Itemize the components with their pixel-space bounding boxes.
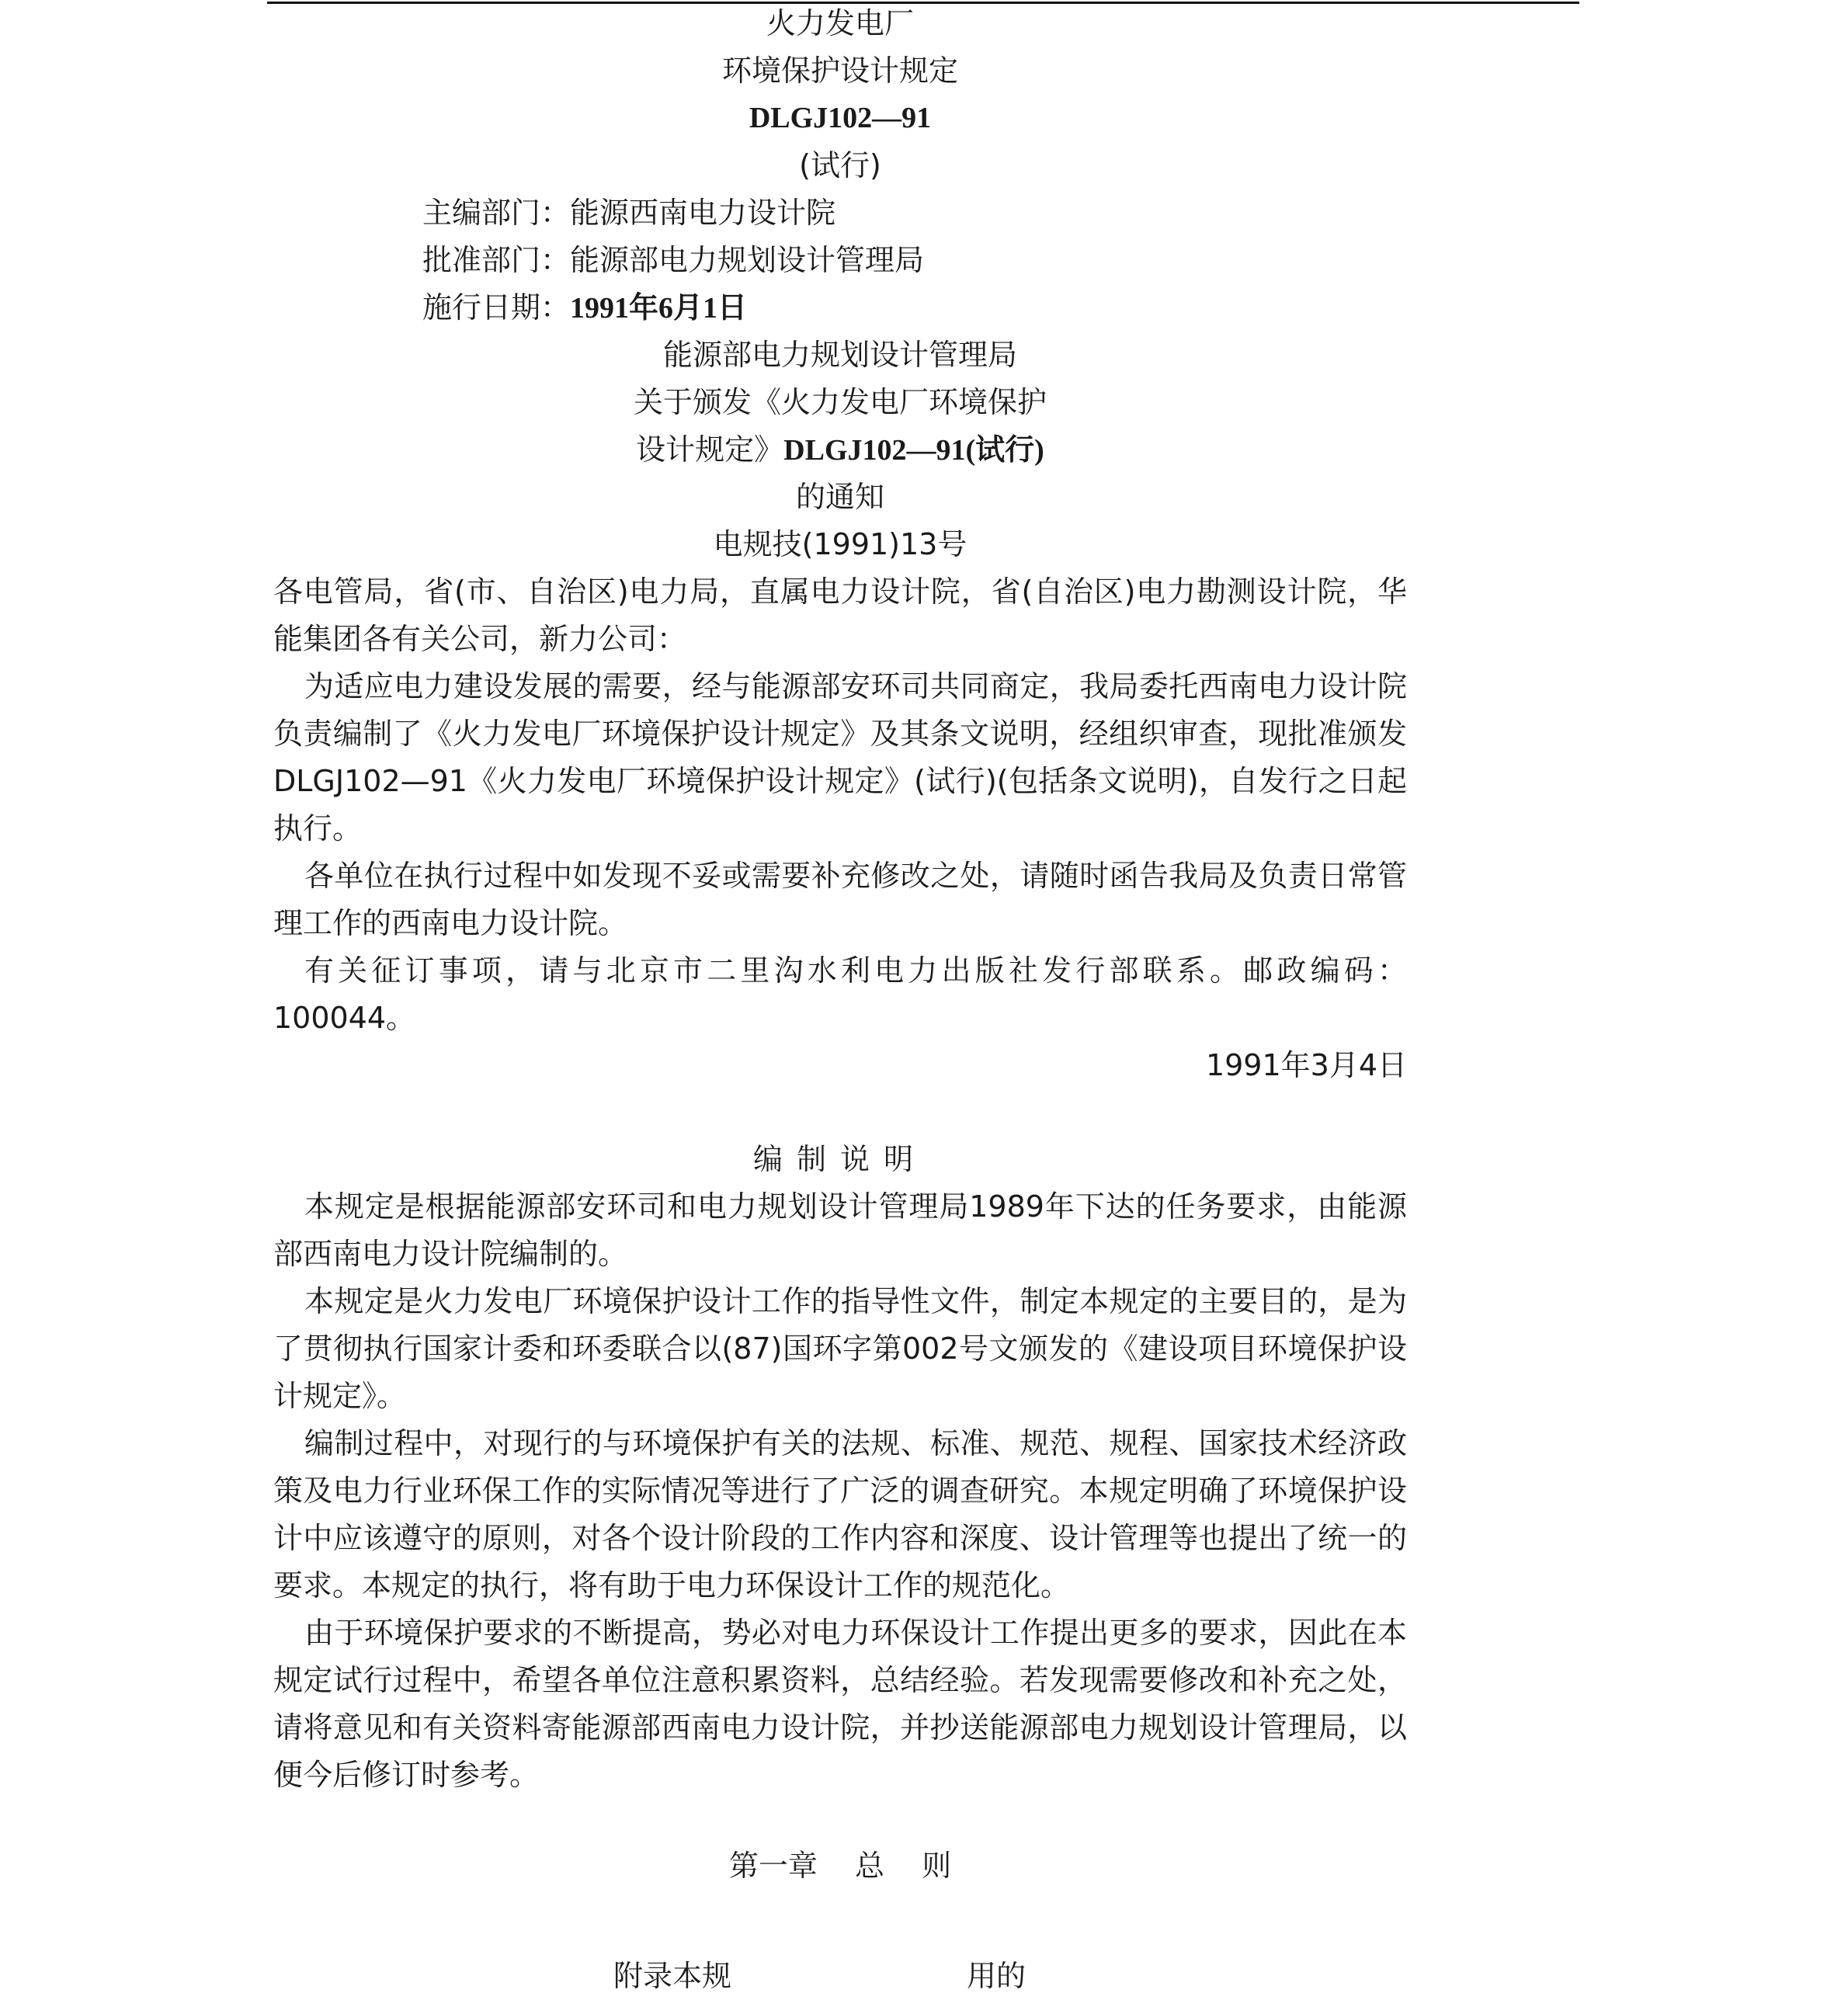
approver-department: 批准部门：能源部电力规划设计管理局 [422,243,925,277]
notice-doc-number: 电规技(1991)13号 [713,527,967,561]
spacer [273,1089,1407,1136]
preface-paragraph: 本规定是火力发电厂环境保护设计工作的指导性文件，制定本规定的主要目的，是为了贯彻执行国家计委和环委联合以(87)国环字第002号文颁发的《建设项目环境保护设计规定》。 [273,1284,1407,1413]
notice-issuer: 能源部电力规划设计管理局 [662,338,1017,372]
cut-off-text-fragment: 用的 [967,1959,1026,1993]
notice-title-line-1: 关于颁发《火力发电厂环境保护 [633,385,1047,419]
chapter-title: 第一章 总 则 [728,1849,952,1883]
title-line-2: 环境保护设计规定 [721,54,958,88]
notice-date: 1991年3月4日 [1205,1048,1407,1082]
document-page [273,0,1407,1890]
preface-title: 编制说明 [752,1142,927,1176]
notice-title-line-3: 的通知 [795,480,884,514]
spacer [273,1799,1407,1842]
trial-label: (试行) [799,148,881,182]
preface-paragraph: 本规定是根据能源部安环司和电力规划设计管理局1989年下达的任务要求，由能源部西南电力设计院编制的。 [273,1189,1407,1271]
editor-department: 主编部门：能源西南电力设计院 [422,196,836,230]
notice-title-code: DLGJ102—91(试行) [783,434,1044,467]
effective-date-line [273,284,1407,332]
effective-date-value: 1991年6月1日 [570,292,748,325]
notice-title-line-2 [273,426,1407,474]
notice-recipients: 各电管局，省(市、自治区)电力局，直属电力设计院，省(自治区)电力勘测设计院，华能集团各有关公司，新力公司： [273,575,1407,656]
effective-date-label: 施行日期： [422,290,571,325]
title-line-1: 火力发电厂 [766,6,914,40]
notice-paragraph: 有关征订事项，请与北京市二里沟水利电力出版社发行部联系。邮政编码：100044。 [273,953,1407,1035]
preface-paragraph: 编制过程中，对现行的与环境保护有关的法规、标准、规范、规程、国家技术经济政策及电力行业环保工作的实际情况等进行了广泛的调查研究。本规定明确了环境保护设计中应该遵守的原则，对各个设计阶段的工作内容和深度、设计管理等也提出了统一的要求。本规定的执行，将有助于电力环保设计工作的规范化。 [273,1426,1407,1602]
standard-code: DLGJ102—91 [749,102,932,134]
preface-paragraph: 由于环境保护要求的不断提高，势必对电力环保设计工作提出更多的要求，因此在本规定试行过程中，希望各单位注意积累资料，总结经验。若发现需要修改和补充之处，请将意见和有关资料寄能源部西南电力设计院，并抄送能源部电力规划设计管理局，以便今后修订时参考。 [273,1616,1407,1792]
notice-paragraph: 为适应电力建设发展的需要，经与能源部安环司共同商定，我局委托西南电力设计院负责编制了《火力发电厂环境保护设计规定》及其条文说明，经组织审查，现批准颁发DLGJ102—91《火力发电厂环境保护设计规定》(试行)(包括条文说明)，自发行之日起执行。 [273,669,1407,845]
notice-paragraph: 各单位在执行过程中如发现不妥或需要补充修改之处，请随时函告我局及负责日常管理工作的西南电力设计院。 [273,859,1407,940]
notice-title-prefix: 设计规定》 [636,432,784,467]
cut-off-text-fragment: 附录本规 [613,1959,732,1993]
